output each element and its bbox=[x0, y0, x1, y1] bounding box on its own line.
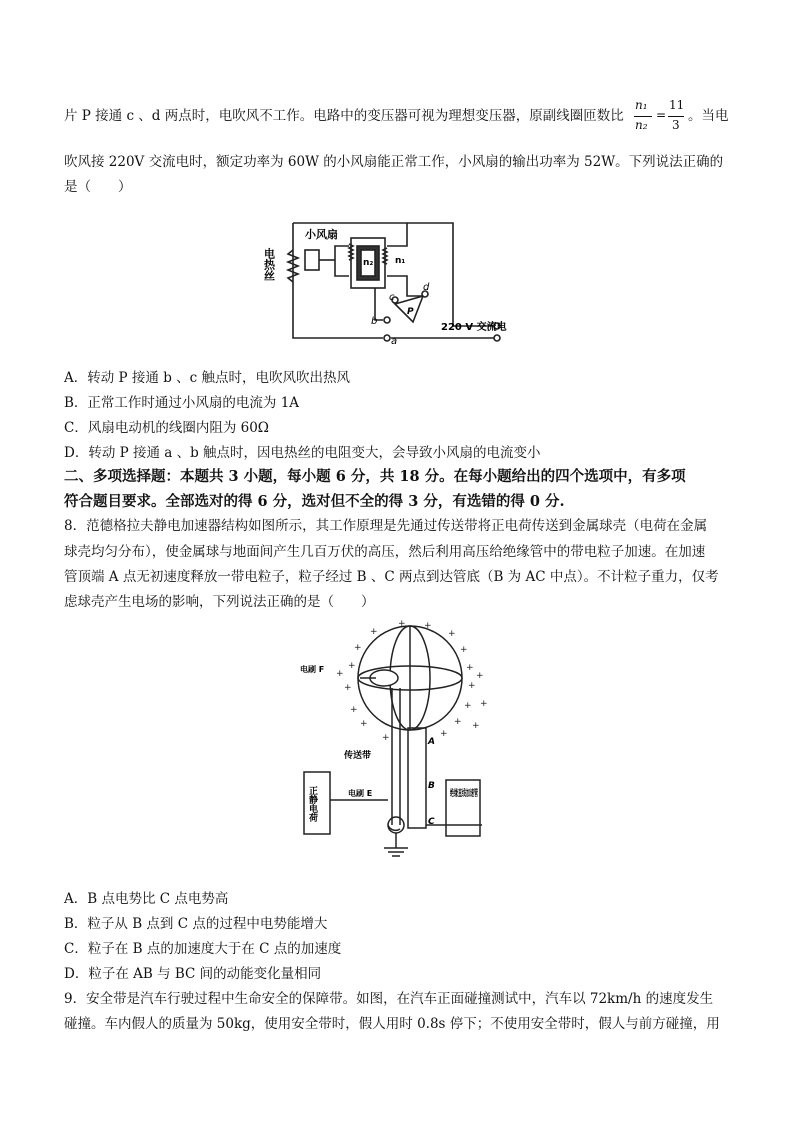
svg-text:+: + bbox=[464, 701, 472, 711]
section2-heading-line1: 二、多项选择题：本题共 3 小题，每小题 6 分，共 18 分。在每小题给出的四个选项中，有多项 bbox=[64, 468, 686, 485]
q7-option-d: D．转动 P 接通 a 、b 触点时，因电热丝的电阻变大，会导致小风扇的电流变小 bbox=[64, 445, 541, 461]
q7-option-b: B．正常工作时通过小风扇的电流为 1A bbox=[64, 395, 300, 411]
svg-text:+: + bbox=[424, 621, 432, 631]
q8-text-line1: 8．范德格拉夫静电加速器结构如图所示，其工作原理是先通过传送带将正电荷传送到金属球壳（电荷在金属 bbox=[64, 518, 708, 534]
q9-text-line2: 碰撞。车内假人的质量为 50kg，使用安全带时，假人用时 0.8s 停下；不使用安全带时，假人与前方碰撞，用 bbox=[64, 1016, 720, 1032]
fraction-bar bbox=[634, 116, 652, 117]
q8-option-a: A．B 点电势比 C 点电势高 bbox=[64, 891, 229, 907]
svg-text:+: + bbox=[360, 719, 368, 729]
q7-option-c: C．风扇电动机的线圈内阻为 60Ω bbox=[64, 420, 269, 436]
label-small-fan: 小风扇 bbox=[305, 228, 338, 241]
q7-line1-post: 。当电 bbox=[688, 108, 729, 124]
q9-text-line1: 9．安全带是汽车行驶过程中生命安全的保障带。如图，在汽车正面碰撞测试中，汽车以 72km/h 的速度发生 bbox=[64, 991, 714, 1007]
ratio-den-lhs: n₂ bbox=[635, 118, 648, 132]
ratio-num-lhs: n₁ bbox=[635, 98, 648, 112]
svg-text:+: + bbox=[354, 643, 362, 653]
label-positive-charge-source: 正静电荷 bbox=[307, 786, 317, 822]
svg-text:+: + bbox=[344, 683, 352, 693]
q7-text-line3: 是（ ） bbox=[64, 179, 132, 195]
q8-option-d: D．粒子在 AB 与 BC 间的动能变化量相同 bbox=[64, 966, 322, 982]
ratio-equals: = bbox=[656, 108, 667, 122]
svg-text:+: + bbox=[454, 717, 462, 727]
label-n2: n₂ bbox=[363, 258, 374, 268]
van-de-graaff-figure bbox=[300, 619, 514, 865]
svg-text:+: + bbox=[460, 645, 468, 655]
label-220v-ac: 220 V 交流电 bbox=[441, 322, 507, 333]
svg-text:+: + bbox=[476, 671, 484, 681]
q8-option-b: B．粒子从 B 点到 C 点的过程中电势能增大 bbox=[64, 916, 328, 932]
q7-text-line2: 吹风接 220V 交流电时，额定功率为 60W 的小风扇能正常工作，小风扇的输出功率为 52W。下列说法正确的 bbox=[64, 154, 724, 170]
svg-text:+: + bbox=[350, 705, 358, 715]
svg-text:+: + bbox=[398, 619, 406, 629]
q7-line1-pre: 片 P 接通 c 、d 两点时，电吹风不工作。电路中的变压器可视为理想变压器，原副线圈匝数比 bbox=[64, 108, 624, 124]
hair-dryer-circuit-figure bbox=[262, 218, 507, 348]
svg-text:+: + bbox=[370, 627, 378, 637]
label-d: d bbox=[423, 282, 430, 293]
q8-text-line3: 管顶端 A 点无初速度释放一带电粒子，粒子经过 B 、C 两点到达管底（B 为 AC 中点）。不计粒子重力，仅考 bbox=[64, 569, 719, 585]
ratio-den-rhs: 3 bbox=[672, 118, 680, 132]
label-c: c bbox=[389, 292, 395, 303]
q8-text-line4: 虑球壳产生电场的影响，下列说法正确的是（ ） bbox=[64, 594, 375, 610]
svg-text:+: + bbox=[448, 629, 456, 639]
ratio-num-rhs: 11 bbox=[669, 98, 685, 112]
q7-text-line1 bbox=[64, 106, 624, 126]
svg-text:+: + bbox=[440, 729, 448, 739]
label-point-a: A bbox=[428, 737, 435, 747]
q8-text-line2: 球壳均匀分布），使金属球与地面间产生几百万伏的高压，然后利用高压给绝缘管中的带电粒子加速。在加速 bbox=[64, 544, 706, 560]
label-n1: n₁ bbox=[395, 256, 406, 266]
svg-text:+: + bbox=[348, 661, 356, 671]
section2-heading-line2: 符合题目要求。全部选对的得 6 分，选对但不全的得 3 分，有选错的得 0 分. bbox=[64, 493, 565, 510]
label-brush-e: 电刷 E bbox=[348, 789, 373, 798]
label-brush-f: 电刷 F bbox=[300, 665, 325, 674]
svg-text:+: + bbox=[336, 669, 344, 679]
label-point-b: B bbox=[428, 781, 435, 791]
svg-text:+: + bbox=[472, 721, 480, 731]
label-a: a bbox=[391, 336, 398, 347]
label-conveyor-belt: 传送带 bbox=[344, 751, 372, 761]
label-heater-wire: 电热丝 bbox=[262, 248, 276, 281]
fraction-bar-rhs bbox=[668, 116, 684, 117]
svg-text:+: + bbox=[382, 733, 390, 743]
label-point-c: C bbox=[428, 817, 435, 827]
svg-text:+: + bbox=[466, 663, 474, 673]
svg-text:+: + bbox=[468, 681, 476, 691]
q8-option-c: C．粒子在 B 点的加速度大于在 C 点的加速度 bbox=[64, 941, 342, 957]
q7-option-a: A．转动 P 接通 b 、c 触点时，电吹风吹出热风 bbox=[64, 370, 350, 386]
svg-text:+: + bbox=[480, 699, 488, 709]
label-insulated-tube: 绝缘直线加速管 bbox=[450, 789, 514, 799]
label-p: P bbox=[407, 307, 414, 317]
label-b: b bbox=[371, 316, 378, 327]
